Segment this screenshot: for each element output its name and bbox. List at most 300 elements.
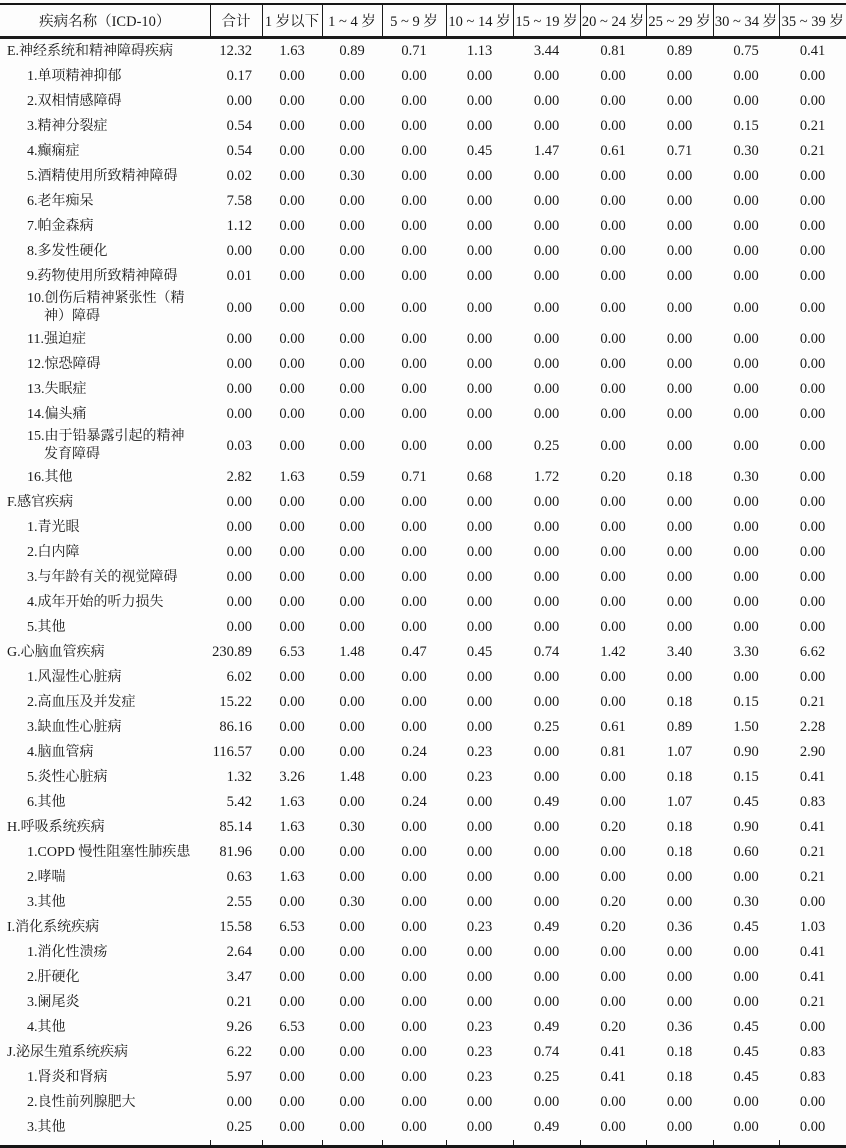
age-group-value-cell: 0.00 [466, 669, 493, 685]
age-group-value-cell: 0.00 [799, 1119, 826, 1135]
table-row [0, 139, 846, 164]
age-group-value-cell: 0.15 [733, 118, 759, 134]
total-value-cell: 0.63 [226, 869, 252, 885]
age-group-value-cell: 0.00 [533, 93, 560, 109]
age-group-value-cell: 0.00 [339, 193, 365, 209]
age-group-value-cell: 0.18 [666, 1044, 693, 1060]
age-group-value-cell: 0.00 [666, 519, 693, 535]
disease-mortality-by-age-table [0, 3, 846, 1148]
age-group-value-cell: 0.00 [466, 694, 493, 710]
age-group-value-cell: 1.07 [666, 794, 693, 810]
disease-name: 1.风湿性心脏病 [27, 669, 122, 685]
age-group-value-cell: 0.00 [466, 569, 493, 585]
table-row [0, 402, 846, 427]
age-group-value-cell: 0.00 [339, 619, 365, 635]
age-group-value-cell: 0.00 [600, 93, 626, 109]
header-row [0, 4, 846, 38]
age-group-value-cell: 0.00 [799, 268, 826, 284]
age-group-value-cell: 0.61 [600, 719, 626, 735]
age-group-value-cell: 0.00 [401, 1019, 427, 1035]
table-row [0, 465, 846, 490]
age-group-value-cell: 0.00 [666, 168, 693, 184]
total-value-cell: 230.89 [212, 644, 252, 660]
disease-name-cell [0, 264, 210, 289]
age-group-value-cell: 0.00 [533, 869, 560, 885]
age-group-value-cell: 1.47 [533, 143, 560, 159]
disease-name-cell [0, 615, 210, 640]
age-group-value-cell: 0.83 [799, 1069, 826, 1085]
age-group-value-cell: 0.00 [600, 794, 626, 810]
age-group-value-cell: 0.00 [799, 1094, 826, 1110]
disease-name: H.呼吸系统疾病 [7, 819, 105, 835]
disease-name-cell [0, 427, 210, 465]
disease-name: 13.失眠症 [27, 381, 87, 397]
age-group-value-cell: 0.00 [600, 118, 626, 134]
table-row [0, 690, 846, 715]
age-group-value-cell: 1.63 [279, 869, 305, 885]
total-value-cell: 0.02 [226, 168, 252, 184]
age-group-value-cell: 0.00 [466, 794, 493, 810]
age-group-value-cell: 0.00 [279, 844, 305, 860]
disease-name: 2.高血压及并发症 [27, 694, 136, 710]
age-group-value-cell: 0.00 [279, 669, 305, 685]
age-group-value-cell: 0.00 [279, 381, 305, 397]
age-group-value-cell: 0.00 [666, 944, 693, 960]
age-group-value-cell: 0.00 [799, 381, 826, 397]
age-group-value-cell: 0.00 [339, 919, 365, 935]
age-group-value-cell: 0.00 [466, 331, 493, 347]
age-group-value-cell: 0.00 [279, 569, 305, 585]
age-group-value-cell: 0.15 [733, 769, 759, 785]
age-group-value-cell: 0.45 [733, 1069, 759, 1085]
disease-name-cell [0, 815, 210, 840]
age-group-value-cell: 0.00 [666, 218, 693, 234]
age-group-value-cell: 0.00 [733, 406, 759, 422]
age-group-value-cell: 0.00 [279, 118, 305, 134]
age-group-value-cell: 0.00 [666, 381, 693, 397]
table-row [0, 1015, 846, 1040]
total-value-cell: 0.00 [226, 406, 252, 422]
age-group-value-cell: 0.60 [733, 844, 759, 860]
table-row [0, 515, 846, 540]
disease-name-cell [0, 665, 210, 690]
total-value-cell: 1.12 [226, 218, 252, 234]
age-group-value-cell: 1.63 [279, 469, 305, 485]
age-group-value-cell: 0.00 [533, 844, 560, 860]
age-group-value-cell: 0.00 [600, 1094, 626, 1110]
age-group-value-cell: 0.00 [466, 1094, 493, 1110]
disease-name: 3.缺血性心脏病 [27, 719, 122, 735]
age-group-value-cell: 0.90 [733, 819, 759, 835]
total-value-cell: 0.00 [226, 519, 252, 535]
age-group-value-cell: 0.00 [799, 669, 826, 685]
disease-name: 3.其他 [27, 1119, 66, 1135]
age-group-value-cell: 0.21 [799, 994, 826, 1010]
age-group-value-cell: 0.00 [666, 594, 693, 610]
age-group-value-cell: 0.00 [600, 494, 626, 510]
column-header: 35 ~ 39 岁 [779, 4, 846, 38]
age-group-value-cell: 0.00 [733, 243, 759, 259]
disease-name: 2.肝硬化 [27, 969, 80, 985]
age-group-value-cell: 1.03 [799, 919, 826, 935]
column-header: 合计 [210, 4, 262, 38]
age-group-value-cell: 0.00 [339, 994, 365, 1010]
age-group-value-cell: 1.13 [466, 43, 493, 59]
disease-name: 5.炎性心脏病 [27, 769, 108, 785]
disease-name-cell [0, 715, 210, 740]
age-group-value-cell: 0.45 [466, 644, 493, 660]
age-group-value-cell: 0.00 [466, 944, 493, 960]
disease-name: 4.癫痫症 [27, 143, 80, 159]
age-group-value-cell: 0.00 [533, 168, 560, 184]
age-group-value-cell: 0.00 [533, 406, 560, 422]
age-group-value-cell: 0.00 [733, 594, 759, 610]
age-group-value-cell: 0.83 [799, 1044, 826, 1060]
total-value-cell: 0.03 [226, 437, 252, 454]
age-group-value-cell: 0.71 [666, 143, 693, 159]
age-group-value-cell: 0.00 [466, 193, 493, 209]
age-group-value-cell: 0.00 [466, 994, 493, 1010]
age-group-value-cell: 0.18 [666, 769, 693, 785]
age-group-value-cell: 0.00 [799, 218, 826, 234]
column-header: 10 ~ 14 岁 [446, 4, 513, 38]
age-group-value-cell: 0.00 [401, 118, 427, 134]
age-group-value-cell: 0.00 [401, 919, 427, 935]
age-group-value-cell: 0.00 [279, 1094, 305, 1110]
age-group-value-cell: 0.00 [666, 243, 693, 259]
age-group-value-cell: 0.00 [666, 193, 693, 209]
disease-name-cell [0, 402, 210, 427]
disease-name-cell [0, 89, 210, 114]
disease-name-cell [0, 64, 210, 89]
age-group-value-cell: 0.45 [466, 143, 493, 159]
table-row [0, 38, 846, 65]
age-group-value-cell: 0.45 [733, 1019, 759, 1035]
age-group-value-cell: 0.00 [799, 299, 826, 316]
table-row [0, 490, 846, 515]
age-group-value-cell: 0.24 [401, 744, 427, 760]
age-group-value-cell: 0.74 [533, 644, 560, 660]
age-group-value-cell: 0.00 [733, 168, 759, 184]
age-group-value-cell: 0.00 [401, 381, 427, 397]
disease-name: 15.由于铅暴露引起的精神 [27, 429, 185, 445]
age-group-value-cell: 0.23 [466, 744, 493, 760]
age-group-value-cell: 0.00 [799, 544, 826, 560]
age-group-value-cell: 0.30 [733, 894, 759, 910]
age-group-value-cell: 0.00 [600, 168, 626, 184]
total-value-cell: 6.02 [226, 669, 252, 685]
age-group-value-cell: 0.00 [799, 437, 826, 454]
disease-name: 8.多发性硬化 [27, 243, 108, 259]
disease-name-cell [0, 915, 210, 940]
age-group-value-cell: 0.00 [466, 93, 493, 109]
age-group-value-cell: 0.61 [600, 143, 626, 159]
age-group-value-cell: 2.90 [799, 744, 826, 760]
age-group-value-cell: 3.40 [666, 644, 693, 660]
age-group-value-cell: 0.00 [466, 594, 493, 610]
age-group-value-cell: 0.45 [733, 1044, 759, 1060]
age-group-value-cell: 0.36 [666, 919, 693, 935]
age-group-value-cell: 0.00 [600, 669, 626, 685]
age-group-value-cell: 0.00 [401, 544, 427, 560]
age-group-value-cell: 0.00 [600, 437, 626, 454]
age-group-value-cell: 0.00 [279, 299, 305, 316]
age-group-value-cell: 0.49 [533, 919, 560, 935]
age-group-value-cell: 0.00 [401, 1044, 427, 1060]
age-group-value-cell: 0.74 [533, 1044, 560, 1060]
age-group-value-cell: 0.00 [533, 1094, 560, 1110]
disease-name: 12.惊恐障碍 [27, 356, 101, 372]
age-group-value-cell: 0.00 [666, 569, 693, 585]
disease-name-cell [0, 1115, 210, 1140]
disease-name: 3.其他 [27, 894, 66, 910]
age-group-value-cell: 0.00 [600, 694, 626, 710]
age-group-value-cell: 1.72 [533, 469, 560, 485]
age-group-value-cell: 0.30 [339, 819, 365, 835]
column-rule-tick [262, 1140, 322, 1147]
table-row [0, 1040, 846, 1065]
age-group-value-cell: 0.00 [279, 331, 305, 347]
table-row [0, 352, 846, 377]
age-group-value-cell: 0.00 [401, 218, 427, 234]
disease-name-cell [0, 1015, 210, 1040]
age-group-value-cell: 0.00 [279, 193, 305, 209]
total-value-cell: 0.00 [226, 569, 252, 585]
disease-name-cell [0, 840, 210, 865]
age-group-value-cell: 0.00 [279, 356, 305, 372]
age-group-value-cell: 6.62 [799, 644, 826, 660]
age-group-value-cell: 0.00 [600, 844, 626, 860]
total-value-cell: 5.97 [226, 1069, 252, 1085]
disease-name: 3.精神分裂症 [27, 118, 108, 134]
column-rule-tick [446, 1140, 513, 1147]
age-group-value-cell: 0.00 [600, 594, 626, 610]
age-group-value-cell: 0.00 [339, 1119, 365, 1135]
age-group-value-cell: 0.00 [799, 356, 826, 372]
age-group-value-cell: 0.00 [339, 844, 365, 860]
disease-name: F.感官疾病 [7, 494, 74, 510]
column-rule-tick [382, 1140, 446, 1147]
age-group-value-cell: 0.00 [279, 494, 305, 510]
age-group-value-cell: 0.00 [401, 944, 427, 960]
age-group-value-cell: 0.00 [666, 299, 693, 316]
disease-name-cell [0, 139, 210, 164]
age-group-value-cell: 0.00 [466, 268, 493, 284]
age-group-value-cell: 0.00 [466, 544, 493, 560]
age-group-value-cell: 0.00 [733, 969, 759, 985]
age-group-value-cell: 0.20 [600, 469, 626, 485]
age-group-value-cell: 0.00 [339, 594, 365, 610]
table-row [0, 840, 846, 865]
age-group-value-cell: 1.48 [339, 769, 365, 785]
disease-name: 1.消化性溃疡 [27, 944, 108, 960]
age-group-value-cell: 0.00 [401, 894, 427, 910]
total-value-cell: 0.00 [226, 619, 252, 635]
total-value-cell: 9.26 [226, 1019, 252, 1035]
bottom-tick-row [0, 1140, 846, 1147]
age-group-value-cell: 0.00 [279, 719, 305, 735]
age-group-value-cell: 0.00 [533, 356, 560, 372]
age-group-value-cell: 1.48 [339, 644, 365, 660]
age-group-value-cell: 0.21 [799, 143, 826, 159]
age-group-value-cell: 0.00 [733, 519, 759, 535]
column-header: 疾病名称（ICD-10） [0, 4, 210, 38]
age-group-value-cell: 0.00 [279, 969, 305, 985]
disease-name-cell [0, 640, 210, 665]
age-group-value-cell: 0.00 [600, 1119, 626, 1135]
total-value-cell: 2.55 [226, 894, 252, 910]
age-group-value-cell: 0.00 [279, 1119, 305, 1135]
age-group-value-cell: 0.41 [600, 1044, 626, 1060]
age-group-value-cell: 0.00 [733, 299, 759, 316]
age-group-value-cell: 0.00 [466, 356, 493, 372]
age-group-value-cell: 0.18 [666, 469, 693, 485]
age-group-value-cell: 0.00 [666, 494, 693, 510]
table-head [0, 4, 846, 38]
age-group-value-cell: 0.15 [733, 694, 759, 710]
age-group-value-cell: 0.00 [533, 694, 560, 710]
age-group-value-cell: 0.23 [466, 919, 493, 935]
age-group-value-cell: 0.24 [401, 794, 427, 810]
age-group-value-cell: 0.49 [533, 794, 560, 810]
total-value-cell: 15.58 [219, 919, 252, 935]
age-group-value-cell: 0.00 [279, 1069, 305, 1085]
age-group-value-cell: 3.26 [279, 769, 305, 785]
total-value-cell: 2.64 [226, 944, 252, 960]
age-group-value-cell: 6.53 [279, 644, 305, 660]
age-group-value-cell: 0.41 [799, 819, 826, 835]
age-group-value-cell: 0.00 [279, 944, 305, 960]
age-group-value-cell: 0.00 [533, 193, 560, 209]
age-group-value-cell: 0.20 [600, 919, 626, 935]
disease-name: I.消化系统疾病 [7, 919, 100, 935]
disease-name-cell [0, 289, 210, 327]
age-group-value-cell: 0.25 [533, 437, 560, 454]
table-row [0, 1090, 846, 1115]
age-group-value-cell: 0.00 [279, 694, 305, 710]
table-row [0, 1115, 846, 1140]
age-group-value-cell: 0.00 [666, 268, 693, 284]
age-group-value-cell: 0.00 [666, 93, 693, 109]
disease-name: 2.哮喘 [27, 869, 66, 885]
age-group-value-cell: 0.00 [401, 869, 427, 885]
age-group-value-cell: 0.00 [401, 669, 427, 685]
age-group-value-cell: 0.00 [666, 669, 693, 685]
age-group-value-cell: 0.00 [533, 594, 560, 610]
disease-name-cell [0, 239, 210, 264]
age-group-value-cell: 0.81 [600, 744, 626, 760]
disease-name-cell [0, 214, 210, 239]
age-group-value-cell: 0.00 [533, 544, 560, 560]
age-group-value-cell: 0.00 [339, 268, 365, 284]
table-row [0, 790, 846, 815]
age-group-value-cell: 0.00 [666, 1094, 693, 1110]
total-value-cell: 0.00 [226, 1094, 252, 1110]
age-group-value-cell: 0.90 [733, 744, 759, 760]
total-value-cell: 2.82 [226, 469, 252, 485]
age-group-value-cell: 0.49 [533, 1019, 560, 1035]
age-group-value-cell: 1.63 [279, 819, 305, 835]
age-group-value-cell: 0.25 [533, 1069, 560, 1085]
age-group-value-cell: 0.89 [339, 43, 365, 59]
disease-name-cell [0, 515, 210, 540]
table-row [0, 615, 846, 640]
age-group-value-cell: 0.20 [600, 1019, 626, 1035]
disease-name-cell [0, 189, 210, 214]
age-group-value-cell: 0.00 [666, 544, 693, 560]
age-group-value-cell: 0.00 [600, 869, 626, 885]
age-group-value-cell: 0.00 [666, 437, 693, 454]
age-group-value-cell: 0.00 [279, 744, 305, 760]
disease-name-cell [0, 465, 210, 490]
age-group-value-cell: 0.00 [466, 869, 493, 885]
disease-name: G.心脑血管疾病 [7, 644, 105, 660]
table-row [0, 64, 846, 89]
age-group-value-cell: 0.00 [533, 994, 560, 1010]
age-group-value-cell: 0.00 [799, 193, 826, 209]
age-group-value-cell: 0.00 [466, 494, 493, 510]
age-group-value-cell: 0.00 [279, 93, 305, 109]
age-group-value-cell: 0.00 [279, 1044, 305, 1060]
age-group-value-cell: 0.00 [401, 406, 427, 422]
table-row [0, 740, 846, 765]
disease-name: 1.单项精神抑郁 [27, 68, 122, 84]
total-value-cell: 0.00 [226, 544, 252, 560]
total-value-cell: 86.16 [219, 719, 252, 735]
age-group-value-cell: 0.00 [733, 1094, 759, 1110]
table-row [0, 289, 846, 327]
age-group-value-cell: 0.00 [600, 619, 626, 635]
age-group-value-cell: 0.00 [533, 619, 560, 635]
table-row [0, 665, 846, 690]
age-group-value-cell: 0.00 [533, 68, 560, 84]
age-group-value-cell: 0.00 [466, 218, 493, 234]
column-header: 1 ~ 4 岁 [322, 4, 382, 38]
age-group-value-cell: 0.00 [279, 619, 305, 635]
age-group-value-cell: 0.83 [799, 794, 826, 810]
disease-name: 6.其他 [27, 794, 66, 810]
age-group-value-cell: 0.23 [466, 1044, 493, 1060]
age-group-value-cell: 1.63 [279, 794, 305, 810]
age-group-value-cell: 0.00 [600, 68, 626, 84]
total-value-cell: 0.21 [226, 994, 252, 1010]
total-value-cell: 0.00 [226, 243, 252, 259]
age-group-value-cell: 0.00 [466, 619, 493, 635]
age-group-value-cell: 0.00 [466, 168, 493, 184]
total-value-cell: 3.47 [226, 969, 252, 985]
age-group-value-cell: 0.00 [799, 68, 826, 84]
column-rule-tick [713, 1140, 779, 1147]
total-value-cell: 116.57 [212, 744, 252, 760]
age-group-value-cell: 0.00 [401, 93, 427, 109]
age-group-value-cell: 0.00 [666, 619, 693, 635]
table-row [0, 540, 846, 565]
table-row [0, 765, 846, 790]
age-group-value-cell: 0.00 [533, 744, 560, 760]
age-group-value-cell: 0.00 [279, 594, 305, 610]
age-group-value-cell: 0.21 [799, 694, 826, 710]
total-value-cell: 12.32 [219, 43, 252, 59]
age-group-value-cell: 0.20 [600, 894, 626, 910]
table-foot [0, 1140, 846, 1147]
age-group-value-cell: 0.23 [466, 769, 493, 785]
disease-name-cell [0, 790, 210, 815]
age-group-value-cell: 0.00 [533, 519, 560, 535]
age-group-value-cell: 0.00 [533, 218, 560, 234]
age-group-value-cell: 0.00 [401, 594, 427, 610]
age-group-value-cell: 0.00 [466, 118, 493, 134]
age-group-value-cell: 0.00 [279, 994, 305, 1010]
